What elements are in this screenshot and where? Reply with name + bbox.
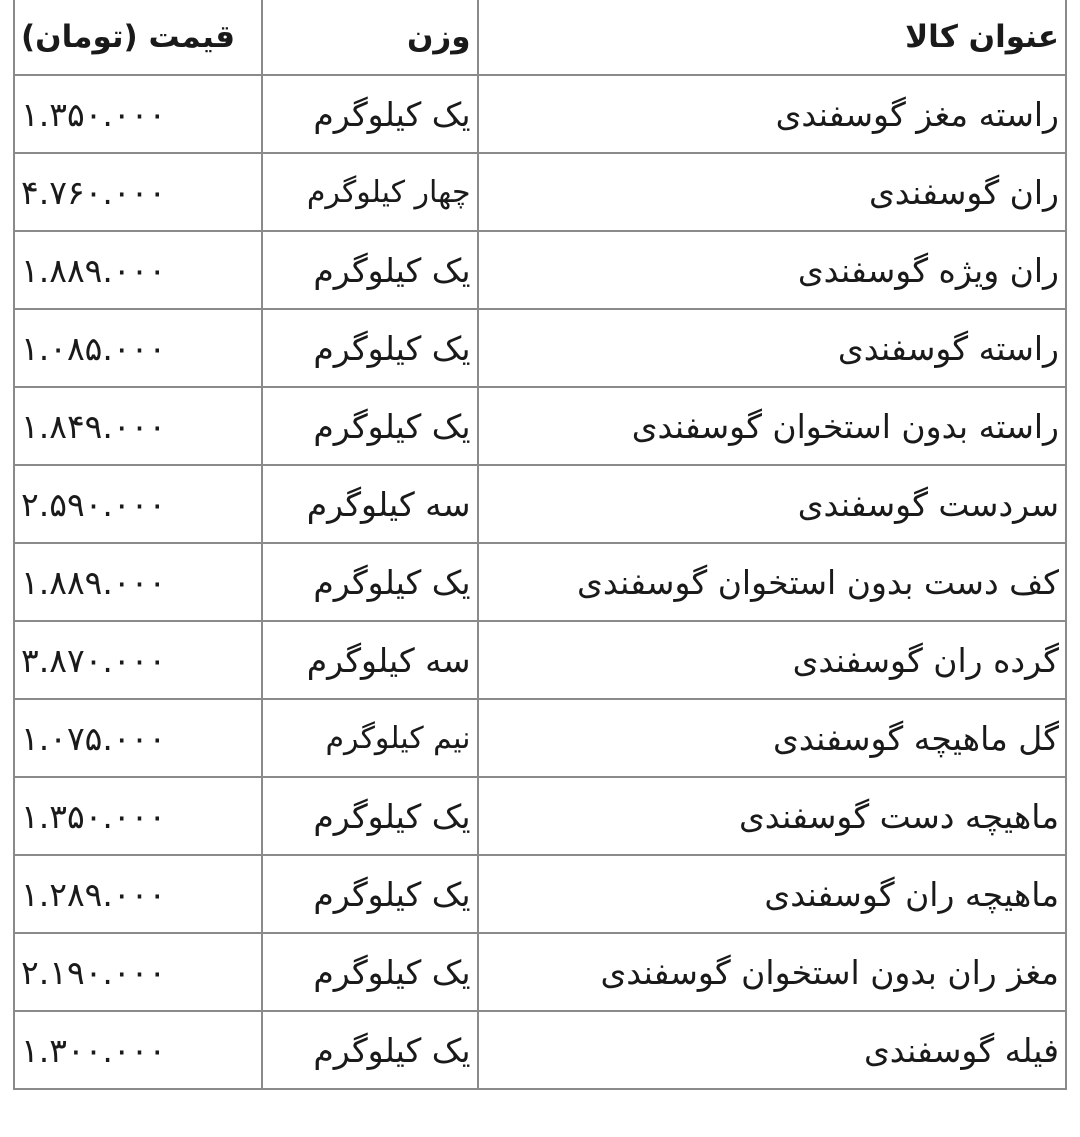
table-body <box>14 75 1066 1089</box>
cell-price: ۱.۰۷۵.۰۰۰ <box>14 699 262 777</box>
table-row <box>14 465 1066 543</box>
cell-price: ۳.۸۷۰.۰۰۰ <box>14 621 262 699</box>
price-table <box>13 0 1067 1090</box>
cell-title: ران ویژه گوسفندی <box>478 231 1066 309</box>
cell-weight: نیم کیلوگرم <box>262 699 478 777</box>
cell-title: ماهیچه دست گوسفندی <box>478 777 1066 855</box>
cell-price: ۱.۳۵۰.۰۰۰ <box>14 75 262 153</box>
cell-price: ۱.۰۸۵.۰۰۰ <box>14 309 262 387</box>
cell-title: راسته گوسفندی <box>478 309 1066 387</box>
header-weight: وزن <box>262 0 478 75</box>
table-header-row <box>14 0 1066 75</box>
cell-weight: یک کیلوگرم <box>262 543 478 621</box>
cell-price: ۱.۸۴۹.۰۰۰ <box>14 387 262 465</box>
cell-price: ۴.۷۶۰.۰۰۰ <box>14 153 262 231</box>
cell-title: گرده ران گوسفندی <box>478 621 1066 699</box>
cell-weight: یک کیلوگرم <box>262 75 478 153</box>
cell-weight: یک کیلوگرم <box>262 1011 478 1089</box>
cell-weight: سه کیلوگرم <box>262 621 478 699</box>
table-row <box>14 153 1066 231</box>
header-price: قیمت (تومان) <box>14 0 262 75</box>
cell-weight: یک کیلوگرم <box>262 309 478 387</box>
cell-title: ماهیچه ران گوسفندی <box>478 855 1066 933</box>
table-row <box>14 543 1066 621</box>
cell-price: ۱.۸۸۹.۰۰۰ <box>14 543 262 621</box>
table-row <box>14 933 1066 1011</box>
cell-title: ران گوسفندی <box>478 153 1066 231</box>
cell-weight: یک کیلوگرم <box>262 387 478 465</box>
table-row <box>14 387 1066 465</box>
cell-weight: یک کیلوگرم <box>262 933 478 1011</box>
table-row <box>14 231 1066 309</box>
cell-price: ۱.۲۸۹.۰۰۰ <box>14 855 262 933</box>
cell-title: راسته مغز گوسفندی <box>478 75 1066 153</box>
cell-weight: یک کیلوگرم <box>262 777 478 855</box>
price-table-container <box>13 0 1067 1125</box>
cell-weight: یک کیلوگرم <box>262 855 478 933</box>
cell-title: سردست گوسفندی <box>478 465 1066 543</box>
cell-weight: سه کیلوگرم <box>262 465 478 543</box>
table-row <box>14 699 1066 777</box>
cell-price: ۲.۱۹۰.۰۰۰ <box>14 933 262 1011</box>
header-title: عنوان کالا <box>478 0 1066 75</box>
table-row <box>14 1011 1066 1089</box>
table-row <box>14 621 1066 699</box>
cell-weight: چهار کیلوگرم <box>262 153 478 231</box>
cell-price: ۱.۳۵۰.۰۰۰ <box>14 777 262 855</box>
cell-title: مغز ران بدون استخوان گوسفندی <box>478 933 1066 1011</box>
cell-title: راسته بدون استخوان گوسفندی <box>478 387 1066 465</box>
cell-price: ۱.۳۰۰.۰۰۰ <box>14 1011 262 1089</box>
cell-title: کف دست بدون استخوان گوسفندی <box>478 543 1066 621</box>
cell-price: ۲.۵۹۰.۰۰۰ <box>14 465 262 543</box>
table-row <box>14 75 1066 153</box>
cell-price: ۱.۸۸۹.۰۰۰ <box>14 231 262 309</box>
table-row <box>14 777 1066 855</box>
table-row <box>14 855 1066 933</box>
cell-weight: یک کیلوگرم <box>262 231 478 309</box>
table-row <box>14 309 1066 387</box>
cell-title: گل ماهیچه گوسفندی <box>478 699 1066 777</box>
cell-title: فیله گوسفندی <box>478 1011 1066 1089</box>
